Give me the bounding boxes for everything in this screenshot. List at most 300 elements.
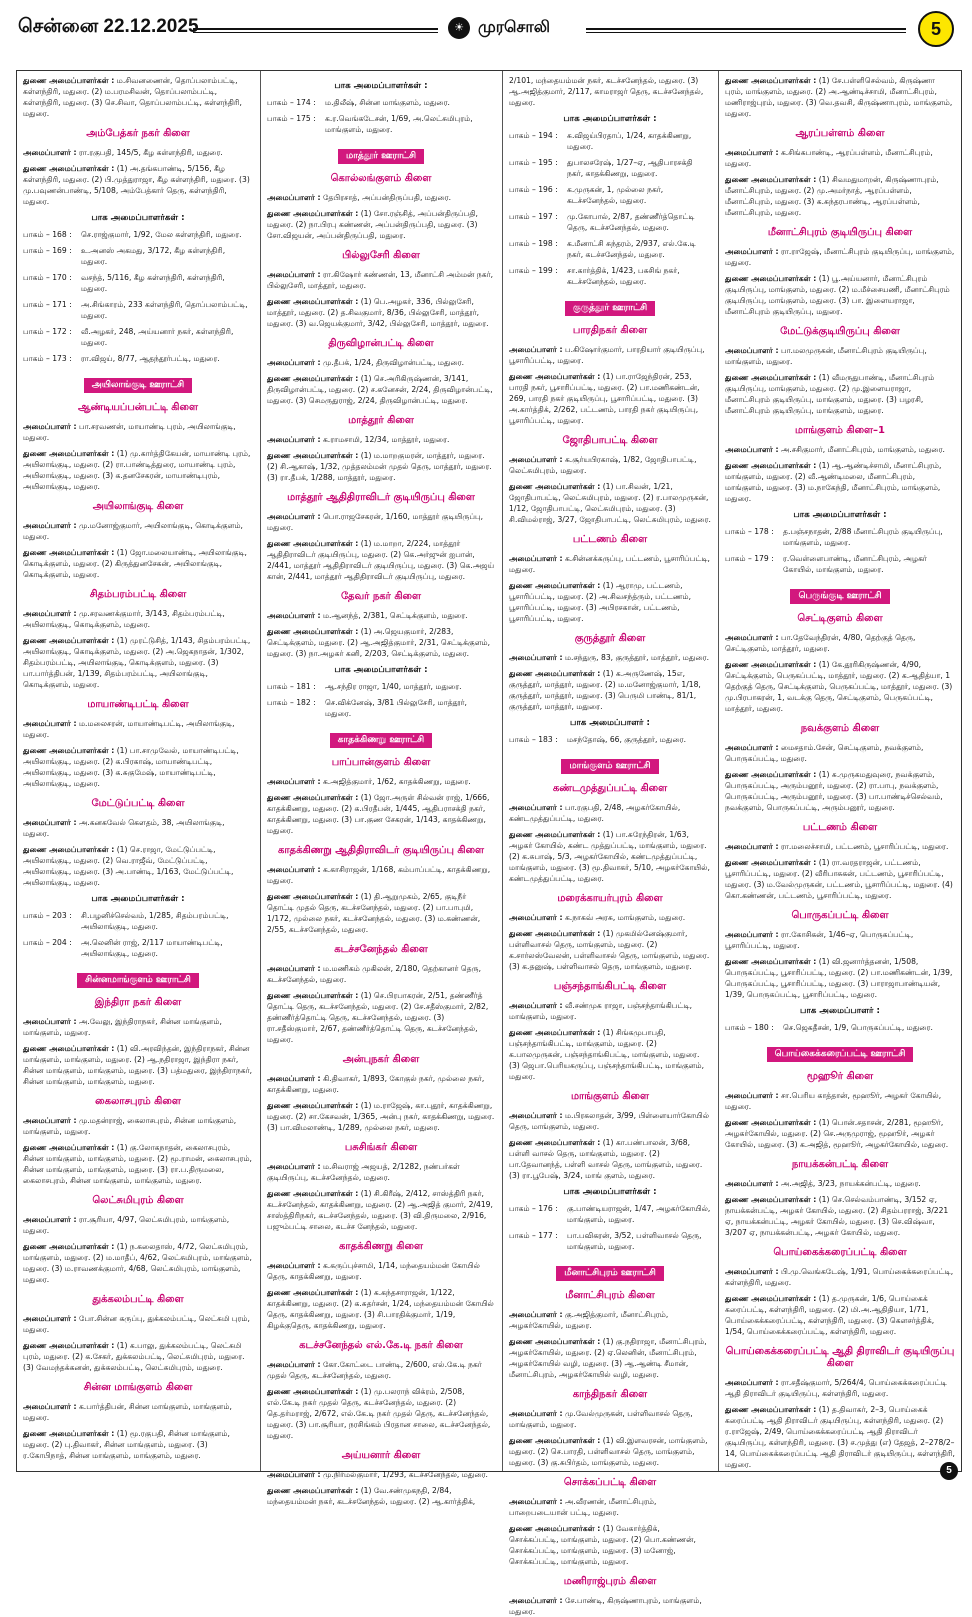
- branch-heading: செட்டிகுளம் கிளை: [797, 613, 883, 624]
- appointment-entry: [509, 1595, 711, 1617]
- role-label: அமைப்பாளர் :: [23, 521, 77, 530]
- appointment-entry: [509, 652, 711, 663]
- panchayat-label: மாங்குளம் ஊராட்சி: [561, 759, 658, 774]
- appointment-entry: [267, 1359, 495, 1381]
- appointee-details: 2/101, மந்தையம்மன் நகர், கடச்சனேந்தல், மதுரை. (3) ஆ.அஜித்குமார், 2/117, காமராஜர் தெரு, கடச்சனேந்தல், மதுரை.: [509, 76, 704, 107]
- role-label: அமைப்பாளர் :: [23, 609, 77, 618]
- role-label: அமைப்பாளர் :: [509, 455, 563, 464]
- appointee-details: (1) ஆ.ஆண்டிச்சாமி, மீனாட்சிபுரம், மாங்குளம், மதுரை. (2) வீ.ஆண்டிமலை, மீனாட்சிபுரம், மாங்குளம், மதுரை. (3) ம.நாகேந்தி, மீனாட்சிபுரம், மாங்குளம், மதுரை.: [725, 461, 942, 503]
- appointee-details: (1) செ.செல்வம்பாண்டி, 3/152 ஏ, நாயக்கன்பட்டி, அழகர் கோயில், மதுரை. (2) சிதம்பரராஜ், 3/221 ஏ, நாயக்கன்பட்டி, அழகர் கோயில், மதுரை. (3) செ.விஷ்வா, 3/207 ஏ, நாயக்கன்பட்டி, அழகர் கோயில், மதுரை.: [725, 1195, 949, 1237]
- appointee-details: (1) பெ.அழகர், 336, பில்லுசேரி, மாத்தூர், மதுரை. (2) த.சிவகுமார், 8/36, பில்லுசேரி, மாத்தூர், மதுரை. (3) வ.ஜெயக்குமார், 3/42, பில்லுசேரி, மாத்தூர், மதுரை.: [267, 297, 489, 328]
- booth-number: பாகம் – 194 :: [509, 131, 558, 140]
- appointment-entry: [267, 450, 495, 483]
- role-label: அமைப்பாளர் :: [267, 1360, 321, 1369]
- sub-heading: பாக அமைப்பாளர் :: [800, 1006, 880, 1016]
- appointee-details: (1) பொன்.சதாசன், 2/281, மூஹூர், அழகர்கோயில், மதுரை. (2) செ.அருமுராஜ், மூஹூர், அழகர் கோயில், மதுரை. (3) க.அஜித், மூஹூர், அழகர்கோயில், மதுரை.: [725, 1118, 949, 1149]
- appointment-entry: [23, 421, 253, 443]
- appointment-entry: [725, 345, 955, 367]
- appointee-details: ம.மலைசரன், மாயாண்டிபட்டி, அயிலாங்குடி, மதுரை.: [23, 719, 235, 739]
- booth-person: ஆ.சந்திர ராஜா, 1/40, மாத்தூர், மதுரை.: [325, 682, 462, 691]
- branch-heading: காதக்கிணறு ஆதிதிராவிடர் குடியிருப்பு கிளை: [277, 845, 485, 856]
- role-label: அமைப்பாளர் :: [23, 1314, 77, 1323]
- branch-heading: பட்டணம் கிளை: [572, 534, 648, 545]
- appointment-entry: [509, 75, 711, 108]
- role-label: அமைப்பாளர் :: [509, 653, 563, 662]
- appointee-details: க.கருப்புச்சாமி, 1/14, மந்தையம்மன் கோயில் தெரு, காதக்கிணறு, மதுரை.: [267, 1261, 480, 1281]
- appointment-entry: [23, 448, 253, 492]
- role-label: துணை அமைப்பாளர்கள் :: [23, 1143, 115, 1152]
- role-label: அமைப்பாளர் :: [267, 865, 321, 874]
- branch-heading: கடச்சனேந்தல் எல்.கே.டி நகர் கிளை: [299, 1340, 463, 1351]
- appointment-entry: [267, 626, 495, 659]
- appointee-details: ப.கிஷோர்குமார், பாரதியார் குடியிருப்பு, பூசாரிப்பட்டி, மதுரை.: [509, 345, 705, 365]
- appointment-entry: [267, 373, 495, 406]
- sub-heading: பாக அமைப்பாளர் :: [570, 718, 650, 728]
- booth-number: பாகம் – 173 :: [23, 354, 72, 363]
- appointee-details: கு.அஜித்குமார், மீனாட்சிபுரம், அழகர்கோயில், மதுரை.: [509, 1310, 669, 1330]
- appointment-entry: [23, 608, 253, 630]
- booth-person: சு.விஜய்பிரதாப், 1/24, காதக்கிணறு, மதுரை.: [567, 131, 692, 151]
- booth-row: [23, 353, 253, 364]
- appointment-entry: [267, 1161, 495, 1183]
- appointee-details: க.காசிராஜன், 1/168, கம்பாப்பட்டி, காதக்கிணறு, மதுரை.: [267, 865, 491, 885]
- appointment-entry: [267, 610, 495, 621]
- branch-heading: பாரதிநகர் கிளை: [572, 325, 648, 336]
- role-label: துணை அமைப்பாளர்கள் :: [509, 1138, 601, 1147]
- appointment-entry: [23, 1313, 253, 1335]
- appointee-details: மைசதாம்.சேன், செட்டிகுளம், நவக்குளம், பொருகப்பட்டி, மதுரை.: [725, 743, 924, 763]
- appointee-details: அ.வேலு, இந்திராநகர், சின்ன மாங்குளம், மாங்குளம், மதுரை.: [23, 1017, 222, 1037]
- appointee-details: ரா.ராஜேஷ், மீனாட்சிபுரம் குடியிருப்பு, மாங்குளம், மதுரை.: [725, 247, 955, 267]
- appointee-details: ரா.ரகுபதி, 145/5, கீழ கள்ளந்திரி, மதுரை.: [78, 148, 223, 157]
- booth-number: பாகம் – 169 :: [23, 246, 72, 255]
- branch-heading: காந்திநகர் கிளை: [572, 1389, 648, 1400]
- appointment-entry: [267, 208, 495, 241]
- appointee-details: (1) அ.ஜெயகுமார், 2/283, செட்டிக்குளம், மதுரை. (2) ஆ.அஜித்குமார், 2/31, செட்டிக்குளம், மதுரை. (3) நா.அழகர் கனி, 2/203, செட்டிக்குளம், மதுரை.: [267, 627, 491, 658]
- appointment-entry: [725, 1266, 955, 1288]
- appointment-entry: [23, 817, 253, 839]
- booth-number: பாகம் – 168 :: [23, 230, 72, 239]
- appointment-entry: [23, 718, 253, 740]
- booth-number: பாகம் – 179 :: [725, 554, 774, 563]
- appointment-entry: [509, 928, 711, 972]
- appointment-entry: [267, 1287, 495, 1331]
- column-2: [261, 75, 501, 1506]
- role-label: துணை அமைப்பாளர்கள் :: [725, 175, 817, 184]
- appointment-entry: [725, 1377, 955, 1399]
- appointment-entry: [267, 269, 495, 291]
- appointee-details: ம.சிவராஜ் அஜயத், 2/1282, நண்பர்கள் குடியிருப்பு, கடச்சனேந்தல், மதுரை.: [267, 1162, 460, 1182]
- role-label: அமைப்பாளர் :: [725, 1267, 779, 1276]
- appointment-entry: [267, 357, 495, 368]
- appointee-details: க.அஜித்குமார், 1/62, காதக்கிணறு, மதுரை.: [322, 777, 471, 786]
- appointee-details: (1) வே.சண்முகநதி, 2/84, மந்தையம்மன் நகர், கடச்சனேந்தல், மதுரை. (2) ஆ.கார்த்திக்,: [267, 1486, 476, 1506]
- appointment-entry: [267, 511, 495, 533]
- role-label: துணை அமைப்பாளர்கள் :: [725, 1294, 817, 1303]
- appointee-details: (1) கே.தூரிகிருஷ்ணன், 4/90, செட்டிக்குளம், பெருகப்பட்டி, மாத்தூர், மதுரை. (2) க.ஆதித்யா, 1 தெற்குத் தெரு, செட்டிக்குளம், பெருகப்பட்டி, மாத்தூர், மதுரை. (3) மு.பிரபாகரன், 1, வடக்கு தெரு, செட்டிகுளம், பெருகப்பட்டி, மாத்தூர், மதுரை.: [725, 660, 953, 713]
- role-label: துணை அமைப்பாளர்கள் :: [725, 660, 817, 669]
- branch-heading: கைலாசபுரம் கிளை: [95, 1096, 181, 1107]
- booth-number: பாகம் – 175 :: [267, 114, 316, 123]
- appointment-entry: [725, 372, 955, 416]
- appointment-entry: [725, 742, 955, 764]
- branch-heading: மணிராஜ்புரம் கிளை: [563, 1576, 657, 1587]
- appointee-details: ரா.மலைச்சாமி, பட்டணம், பூசாரிப்பட்டி, மதுரை.: [780, 842, 949, 851]
- booth-person: செ.விக்னேஷ், 3/81 பில்லுசேரி, மாத்தூர், மதுரை.: [325, 698, 467, 718]
- role-label: துணை அமைப்பாளர்கள் :: [267, 991, 359, 1000]
- booth-row: [23, 245, 253, 267]
- appointee-details: (1) வி.ஜனார்த்தனன், 1/508, பொருகப்பட்டி, பூசாரிப்பட்டி, மதுரை. (2) பா.மணிகண்டன், 1/39, பொருகப்பட்டி, பூசாரிப்பட்டி, மதுரை. (3) பாராஜாபாண்டியன், 1/39, பொருகப்பட்டி, பூசாரிப்பட்டி, மதுரை.: [725, 957, 953, 999]
- booth-person: உ.அனஸ் அகமது, 3/172, கீழ கள்ளந்திரி, மதுரை.: [81, 246, 226, 266]
- role-label: அமைப்பாளர் :: [23, 1402, 77, 1411]
- role-label: துணை அமைப்பாளர்கள் :: [509, 669, 601, 678]
- appointee-details: (1) ம.மாறா, 2/224, மாத்தூர் ஆதிதிராவிடர் குடியிருப்பு, மதுரை. (2) கெ.அர்ஜுன் ஐபான், 2/441, மாத்தூர் ஆதிதிராவிடர் குடியிருப்பு, மதுரை. (3) கெ.அஜய் கான், 2/441, மாத்தூர் ஆதிதிராவிடர் குடியிருப்பு, மதுரை.: [267, 539, 495, 581]
- appointment-entry: [509, 912, 711, 923]
- branch-heading: ஜோதிபாபட்டி கிளை: [562, 435, 658, 446]
- appointee-details: (1) பா.சுரேந்திரன், 1/63, அழகர் கோயில், கண்ட முத்துப்பட்டி, மாங்குளம், மதுரை. (2) க.சுபாஷ், 5/3, அழகர்கோயில், கண்டமுத்துப்பட்டி, மாங்குளம், மதுரை. (3) மூ.திவாகர், 5/10, அழகர்கோயில், கண்டமுத்துப்பட்டி, மதுரை.: [509, 830, 710, 883]
- role-label: அமைப்பாளர் :: [267, 777, 321, 786]
- appointee-details: ம.ஆனந்த், 2/381, செட்டிக்குளம், மதுரை.: [322, 611, 468, 620]
- booth-number: பாகம் – 174 :: [267, 98, 316, 107]
- role-label: துணை அமைப்பாளர்கள் :: [267, 1288, 359, 1297]
- appointment-entry: [23, 1115, 253, 1137]
- appointee-details: (1) சிவமதுமாறன், கிருஷ்ணாபுரம், மீனாட்சிபுரம், மதுரை. (2) மு.அமர்நாத், ஆரப்பள்ளம், மீனாட்சிபுரம், மதுரை. (3) க.சுந்தரபாண்டி, ஆரப்பள்ளம், மீனாட்சிபுரம், மதுரை.: [725, 175, 939, 217]
- role-label: அமைப்பாளர் :: [267, 193, 321, 202]
- branch-heading: அம்பேத்கர் நகர் கிளை: [86, 128, 190, 139]
- role-label: துணை அமைப்பாளர்கள் :: [725, 373, 817, 382]
- appointee-details: பா.சரவணன், மாயாண்டி புரம், அயிலாங்குடி, மதுரை.: [23, 422, 236, 442]
- role-label: துணை அமைப்பாளர்கள் :: [23, 164, 115, 173]
- appointment-entry: [725, 75, 955, 119]
- panchayat-header: [725, 1041, 955, 1062]
- appointee-details: (1) முரட்டுசித், 1/143, சிதம்பரம்பட்டி, அயிலாங்குடி, கொடிக்குளம், மதுரை. (2) அ.ஜெகநாதன், 1/302, சிதம்பரம்பட்டி, அயிலாங்குடி, கொடிக்குளம், மதுரை. (3) பா.பார்த்திபன், 1/139, சிதம்பரம்பட்டி, அயிலாங்குடி, கொடிக்குளம், மதுரை.: [23, 636, 251, 689]
- appointee-details: (1) க.கந்தசாராஜன், 1/122, காதக்கிணறு, மதுரை. (2) க.சுதர்சன், 1/24, மந்தையம்மன் கோயில் தெரு, காதக்கிணறு, மதுரை. (3) சி.பாரதிக்குமார், 1/19, கிழக்குதெரு, காதக்கிணறு, மதுரை.: [267, 1288, 494, 1330]
- appointment-entry: [509, 1000, 711, 1022]
- appointment-entry: [725, 769, 955, 813]
- role-label: அமைப்பாளர் :: [509, 1001, 563, 1010]
- booth-person: சி.பழனிச்செல்வம், 1/285, சிதம்பரம்பட்டி, அயிலாங்குடி, மதுரை.: [81, 911, 229, 931]
- booth-person: செ.ஜெகதீசன், 1/9, பொருகப்பட்டி, மதுரை.: [783, 1023, 933, 1032]
- branch-heading: மாங்குளம் கிளை–1: [794, 425, 886, 436]
- role-label: அமைப்பாளர் :: [725, 1179, 779, 1188]
- appointment-entry: [725, 956, 955, 1000]
- sub-heading: பாக அமைப்பாளர்கள் :: [563, 1187, 657, 1197]
- booth-person: கு.பாண்டியராஜன், 1/47, அழகர்கோயில், மாங்குளம், மதுரை.: [567, 1204, 711, 1224]
- appointee-details: பா.ரகுபதி, 2/48, அழகர்கோயில், கண்டமுத்துப்பட்டி, மதுரை.: [509, 803, 681, 823]
- appointment-entry: [267, 891, 495, 935]
- role-label: அமைப்பாளர் :: [23, 818, 77, 827]
- panchayat-header: [23, 372, 253, 393]
- appointment-entry: [509, 802, 711, 824]
- booth-number: பாகம் – 172 :: [23, 327, 72, 336]
- appointee-details: கோ.கோட்டை பாண்டி, 2/600, எல்.கே.டி நகர் முதல் தெரு, கடச்சனேந்தல், மதுரை.: [267, 1360, 482, 1380]
- edition-date: சென்னை 22.12.2025: [18, 16, 199, 37]
- appointment-entry: [725, 659, 955, 714]
- appointee-details: (1) தி.ஆறுமுகம், 2/65, குடிநீர் தொட்டி முதல் தெரு, கடச்சனேந்தல், மதுரை. (2) பா.பாபுமி, 1/172, முல்லை நகர், கடச்சனேந்தல், மதுரை. (3) ம.கண்ணன், 2/55, கடச்சனேந்தல், மதுரை.: [267, 892, 481, 934]
- appointment-entry: [725, 273, 955, 317]
- appointee-details: பா.தேவேந்திரன், 4/80, தெற்குத் தெரு, செட்டிகுளம், மாத்தூர், மதுரை.: [725, 633, 916, 653]
- appointment-entry: [23, 163, 253, 207]
- booth-number: பாகம் – 182 :: [267, 698, 316, 707]
- appointment-entry: [267, 1100, 495, 1133]
- appointment-entry: [509, 1137, 711, 1181]
- appointee-details: (1) ஆராமு, பட்டணம், பூசாரிப்பட்டி, மதுரை. (2) அ.சிவசந்த்ரும், பட்டணம், பூசாரிப்பட்டி, மதுரை. (3) அபிரசகான், பட்டணம், பூசாரிப்பட்டி, மதுரை.: [509, 581, 692, 623]
- appointee-details: (1) வி.அரவிந்தன், இந்திராநகர், சின்ன மாங்குளம், மாங்குளம், மதுரை. (2) ஆ.நதிராஜா, இந்திரா நகர், சின்ன மாங்குளம், மாங்குளம், மதுரை. (3) பத்மதுரை, இந்திராநகர், சின்ன மாங்குளம், மாங்குளம், மதுரை.: [23, 1044, 253, 1086]
- panchayat-header: [23, 967, 253, 988]
- booth-number: பாகம் – 203 :: [23, 911, 72, 920]
- appointment-entry: [509, 1496, 711, 1518]
- role-label: அமைப்பாளர் :: [725, 247, 779, 256]
- appointee-details: (1) சிங்கமுபாபதி, பஞ்சந்தாங்கிபட்டி, மாங்குளம், மதுரை. (2) க.பாலமுருகன், பஞ்சந்தாங்கிபட்டி, மாங்குளம், மதுரை. (3) ஜெபா.பெரியகருப்பு, பஞ்சந்தாங்கிபட்டி, மாங்குளம், மதுரை.: [509, 1028, 705, 1081]
- branch-heading: பசுசிங்கர் கிளை: [344, 1142, 418, 1153]
- panchayat-header: [725, 583, 955, 604]
- masthead-rule-left: [193, 28, 438, 33]
- appointee-details: (1) ம.மாறகுமரன், மாத்தூர், மதுரை. (2) சி.ஆகாஷ், 1/32, முத்தலம்மன் முதல் தெரு, மாத்தூர், மதுரை. (3) ரா.தீபக், 1/288, மாத்தூர், மதுரை.: [267, 451, 492, 482]
- appointment-entry: [23, 745, 253, 789]
- booth-person: சா.கார்த்திக், 1/423, பசுசிங் நகர், கடச்சனேந்தல், மதுரை.: [567, 266, 680, 286]
- role-label: அமைப்பாளர் :: [267, 270, 321, 279]
- appointment-entry: [725, 460, 955, 504]
- branch-heading: பொய்கைக்கரைப்பட்டி ஆதி திராவிடர் குடியிருப்பு கிளை: [725, 1346, 955, 1369]
- branch-heading: பொய்கைக்கரைப்பட்டி கிளை: [773, 1247, 907, 1258]
- panchayat-label: மீனாட்சிபுரம் ஊராட்சி: [556, 1266, 664, 1281]
- masthead-rule-right: [586, 28, 906, 33]
- branch-heading: மாத்தூர் ஆதிதிராவிடர் குடியிருப்பு கிளை: [287, 492, 475, 503]
- panchayat-header: [267, 143, 495, 164]
- appointee-details: மு.மதன்ராஜ், கைலாசபுரம், சின்ன மாங்குளம், மாங்குளம், மதுரை.: [23, 1116, 237, 1136]
- role-label: துணை அமைப்பாளர்கள் :: [267, 1101, 359, 1110]
- appointee-details: (1) அ.தங்கபாண்டி, 5/156, கீழ கள்ளந்திரி, மதுரை. (2) பி.முத்துராஜா, கீழ கள்ளந்திரி, மதுரை. (3) மு.பவுணன்பாண்டி, 5/108, அம்பேத்கார் தெரு, கள்ளந்திரி, மதுரை.: [23, 164, 250, 206]
- sub-heading: பாக அமைப்பாளர்கள் :: [563, 114, 657, 124]
- appointment-entry: [23, 635, 253, 690]
- appointment-entry: [267, 434, 495, 445]
- footer-page-number: 5: [940, 1462, 958, 1480]
- role-label: அமைப்பாளர் :: [23, 1215, 77, 1224]
- role-label: அமைப்பாளர் :: [509, 554, 563, 563]
- booth-number: பாகம் – 181 :: [267, 682, 316, 691]
- appointee-details: (1) வி.இளவரசன், மாங்குளம், மதுரை. (2) செ.பாரதி, பள்ளிவாசல் தெரு, மாங்குளம், மதுரை. (3) கு.சுபிர்தம், மாங்குளம், மதுரை.: [509, 1436, 708, 1467]
- role-label: துணை அமைப்பாளர்கள் :: [509, 372, 601, 381]
- appointment-entry: [23, 1142, 253, 1186]
- role-label: துணை அமைப்பாளர்கள் :: [509, 929, 601, 938]
- booth-row: [509, 1203, 711, 1225]
- role-label: துணை அமைப்பாளர்கள் :: [267, 1387, 359, 1396]
- sub-heading: பாக அமைப்பாளர்கள் :: [91, 894, 185, 904]
- appointee-details: (1) ம.ராஜேஷ், கா.புதூர், காதக்கிணறு, மதுரை. (2) சா.கேசவன், 1/365, அன்பு நகர், காதக்கிணறு, மதுரை. (3) பா.விமலாண்டி, 1/289, முல்லை நகர், மதுரை.: [267, 1101, 495, 1132]
- appointee-details: (1) ஜோ.அருள் சில்வன் ராஜ், 1/666, காதக்கிணறு, மதுரை. (2) க.பிரதீபன், 1/445, ஆதிபராசக்தி நகர், காதக்கிணறு, மதுரை. (3) பா.குண சேகரன், 1/143, காதக்கிணறு, மதுரை.: [267, 793, 490, 835]
- appointee-details: அ.அஜித், 3/23, நாயக்கன்பட்டி, மதுரை.: [780, 1179, 921, 1188]
- appointment-entry: [509, 1523, 711, 1567]
- booth-row: [267, 113, 495, 135]
- branch-heading: மேட்டுக்குடியிருப்பு கிளை: [780, 326, 900, 337]
- role-label: துணை அமைப்பாளர்கள் :: [725, 461, 817, 470]
- role-label: துணை அமைப்பாளர்கள் :: [267, 451, 359, 460]
- role-label: அமைப்பாளர் :: [509, 1497, 563, 1506]
- booth-person: அ.சிங்காரம், 233 கள்ளந்திரி, தொப்பலாம்பட்டி, மதுரை.: [81, 300, 248, 320]
- appointee-details: சா.பெரிய காத்தான், மூஹூர், அழகர் கோயில், மதுரை.: [725, 1091, 942, 1111]
- role-label: துணை அமைப்பாளர்கள் :: [23, 1341, 115, 1350]
- booth-row: [725, 1022, 955, 1033]
- booth-number: பாகம் – 198 :: [509, 239, 558, 248]
- column-3: [503, 75, 717, 1616]
- role-label: அமைப்பாளர் :: [267, 1470, 321, 1479]
- appointment-entry: [23, 1340, 253, 1373]
- role-label: அமைப்பாளர் :: [23, 1116, 77, 1125]
- role-label: அமைப்பாளர் :: [725, 346, 779, 355]
- appointment-entry: [509, 553, 711, 575]
- branch-heading: பட்டணம் கிளை: [802, 822, 878, 833]
- masthead: [18, 8, 958, 48]
- appointee-details: (1) சே.பள்ளிசெல்வம், கிருஷ்ணா புரம், மாங்குளம், மதுரை. (2) அ.ஆண்டிச்சாமி, மீனாட்சிபுரம், மணிராஜ்புரம், மதுரை. (3) வெ.தவசி, கிருஷ்ணாபுரம், மாங்குளம், மதுரை.: [725, 76, 953, 118]
- role-label: அமைப்பாளர் :: [23, 422, 77, 431]
- appointment-entry: [267, 296, 495, 329]
- appointee-details: (1) மு.கார்த்திகேயன், மாயாண்டி புரம், அயிலாங்குடி, மதுரை. (2) ரா.பாண்டித்துரை, மாயாண்டி புரம், அயிலாங்குடி, மதுரை. (3) க.தனசேகரன், மாயாண்டிபுரம், அயிலாங்குடி, மதுரை.: [23, 449, 251, 491]
- branch-heading: அய்யனார் கிளை: [341, 1450, 421, 1461]
- role-label: அமைப்பாளர் :: [509, 803, 563, 812]
- appointment-entry: [725, 1117, 955, 1150]
- appointment-entry: [23, 147, 253, 158]
- appointment-entry: [23, 520, 253, 542]
- appointment-entry: [267, 963, 495, 985]
- booth-row: [267, 681, 495, 692]
- role-label: அமைப்பாளர் :: [725, 148, 779, 157]
- panchayat-header: [509, 753, 711, 774]
- panchayat-label: குருத்தூர் ஊராட்சி: [565, 301, 655, 316]
- appointment-entry: [725, 1090, 955, 1112]
- appointee-details: ரா.சதீஷ்குமார், 5/264/4, பொய்கைக்கரைப்பட்டி ஆதி திராவிடர் குடியிருப்பு, கள்ளந்திரி, மதுரை.: [725, 1378, 947, 1398]
- booth-row: [509, 130, 711, 152]
- appointment-entry: [23, 1016, 253, 1038]
- appointee-details: (1) சு.முருகமதுவுரை, நவக்குளம், பொருகப்பட்டி, அரும்பனூர், மதுரை. (2) ரா.பாபு, நவக்குளம், பொருகப்பட்டி, அரும்பனூர், மதுரை. (3) பா.பாண்டிச்செல்வம், நவக்குளம், பொருகப்பட்டி, அரும்பனூர், மதுரை.: [725, 770, 943, 812]
- appointment-entry: [267, 990, 495, 1045]
- appointment-entry: [509, 1309, 711, 1331]
- booth-row: [509, 734, 711, 745]
- booth-person: அ.லெனின் ராஜ், 2/117 மாயாண்டிபட்டி, அயிலாங்குடி, மதுரை.: [81, 938, 223, 958]
- booth-row: [23, 910, 253, 932]
- booth-person: வீ.அழகர், 248, அய்யனார் நகர், கள்ளந்திரி, மதுரை.: [81, 327, 234, 347]
- role-label: அமைப்பாளர் :: [509, 913, 563, 922]
- appointee-details: (1) கு.லோகநாதன், கைலாசபுரம், சின்ன மாங்குளம், மாங்குளம், மதுரை. (2) மூ.ராமன், கைலாசபுரம், சின்ன மாங்குளம், மாங்குளம், மதுரை. (3) ரா.ப.திருமலை, கைலாசபுரம், சின்ன மாங்குளம், மாங்குளம், மதுரை.: [23, 1143, 252, 1185]
- branch-heading: அயிலாங்குடி கிளை: [92, 501, 184, 512]
- booth-number: பாகம் – 170 :: [23, 273, 72, 282]
- appointee-details: க.ராமசாமி, 12/34, மாத்தூர், மதுரை.: [322, 435, 450, 444]
- sub-heading: பாக அமைப்பாளர்கள் :: [793, 510, 887, 520]
- role-label: துணை அமைப்பாளர்கள் :: [267, 627, 359, 636]
- appointment-entry: [267, 1260, 495, 1282]
- appointee-details: (1) மூ.ரகுபதி, சின்ன மாங்குளம், மதுரை. (2) பு.திவாகர், சின்ன மாங்குளம், மதுரை. (3) ர.கோபிநாத், சின்ன மாங்குளம், மாங்குளம், மதுரை.: [23, 1429, 230, 1460]
- appointee-details: ம.மணிகம் முகிலன், 2/180, தெற்கானர் தெரு, கடச்சனேந்தல், மதுரை.: [267, 964, 482, 984]
- appointee-details: (1) வீமருதுபாண்டி, மீனாட்சிபுரம் குடியிருப்பு, மாங்குளம், மதுரை. (2) மு.இளையராஜா, மீனாட்சிபுரம் குடியிருப்பு, மாங்குளம், மதுரை. (3) பழரசி, மீனாட்சிபுரம் குடியிருப்பு, மாங்குளம், மதுரை.: [725, 373, 935, 415]
- appointee-details: (1) க.அருணேஷ், 15எ, குருத்தூர், மாத்தூர், மதுரை. (2) ம.மனோஜ்குமார், 1/18, குருத்தூர், மாத்தூர், மதுரை. (3) பெருமி பாண்டி, 81/1, குருத்தூர், மாத்தூர், மதுரை.: [509, 669, 701, 711]
- appointee-details: பா.மலமுருகன், மீனாட்சிபுரம் குடியிருப்பு, மாங்குளம், மதுரை.: [725, 346, 927, 366]
- appointment-entry: [509, 454, 711, 476]
- role-label: அமைப்பாளர் :: [509, 1111, 563, 1120]
- appointment-entry: [267, 792, 495, 836]
- branch-heading: மீனாட்சிபுரம் குடியிருப்பு கிளை: [767, 227, 913, 238]
- booth-row: [267, 97, 495, 108]
- appointment-entry: [267, 776, 495, 787]
- role-label: அமைப்பாளர் :: [509, 1596, 563, 1605]
- role-label: அமைப்பாளர் :: [725, 930, 779, 939]
- appointee-details: (1) முகமில்னேஷ்குமார், பள்ளிவாசல் தெரு, மாங்குளம், மதுரை. (2) க.சார்லஸ்வேலன், பள்ளிவாசல் தெரு, மாங்குளம், மதுரை. (3) க.தனுஷ், பள்ளிவாசல் தெரு, மாங்குளம், மதுரை.: [509, 929, 710, 971]
- appointment-entry: [509, 1435, 711, 1468]
- panchayat-label: சின்னமாங்குளம் ஊராட்சி: [77, 973, 199, 988]
- appointment-entry: [267, 1485, 495, 1507]
- role-label: துணை அமைப்பாளர்கள் :: [267, 892, 359, 901]
- sub-heading: பாக அமைப்பாளர்கள் :: [334, 81, 428, 91]
- appointee-details: போ.சின்ன கருப்பு, துக்கலம்பட்டி, லெட்சுமி புரம், மதுரை.: [23, 1314, 250, 1334]
- role-label: அமைப்பாளர் :: [267, 964, 321, 973]
- appointment-entry: [23, 1401, 253, 1423]
- booth-number: பாகம் – 178 :: [725, 527, 774, 536]
- branch-heading: மாத்தூர் கிளை: [348, 415, 414, 426]
- appointee-details: (1) கு.நதிராஜா, மீனாட்சிபுரம், அழகர்கோயில், மதுரை. (2) ஏ.லெனின், மீனாட்சிபுரம், அழகர்கோயில் வழி, மதுரை. (3) ஆ.ஆண்டி சீமான், மீனாட்சிபுரம், அழகர்கோயில் வழி, மதுரை.: [509, 1337, 707, 1379]
- appointment-entry: [23, 547, 253, 580]
- column-1: [17, 75, 259, 1465]
- role-label: துணை அமைப்பாளர்கள் :: [509, 1028, 601, 1037]
- booth-row: [267, 697, 495, 719]
- booth-person: க.ர.வெங்கடேசன், 1/69, அ.லெட்சுமிபுரம், மாங்குளம், மதுரை.: [325, 114, 473, 134]
- branch-heading: துக்கலம்பட்டி கிளை: [92, 1294, 184, 1305]
- appointee-details: (1) த.முருகன், 1/6, பொய்கைக் கரைப்பட்டி, கள்ளந்திரி, மதுரை. (2) மி.அ.ஆதிதியா, 1/71, பொய்கைக்கரைப்பட்டி, கள்ளந்திரி, மதுரை. (3) கௌசர்த்திக், 1/54, பொய்கைக்கரைப்பட்டி, கள்ளந்திரி, மதுரை.: [725, 1294, 935, 1336]
- role-label: துணை அமைப்பாளர்கள் :: [23, 548, 115, 557]
- appointee-details: (1) பா.சாமுவேல், மாயாண்டிபட்டி, அயிலாங்குடி, மதுரை. (2) க.பிரகாஷ், மாயாண்டிபட்டி, அயிலாங்குடி, மதுரை. (3) க.சுகுமேஷ், மாயாண்டிபட்டி, அயிலாங்குடி, மதுரை.: [23, 746, 239, 788]
- role-label: துணை அமைப்பாளர்கள் :: [509, 581, 601, 590]
- appointee-details: (1) கா.பண்பாலன், 3/68, பள்ளி வாசல் தெரு, மாங்குளம், மதுரை. (2) பா.தேவானந்த், பள்ளி வாசல் தெரு, மாங்குளம், மதுரை. (3) ரா.பூபேஷ், 3/24, மாங் குளம், மதுரை.: [509, 1138, 703, 1180]
- appointment-entry: [725, 1178, 955, 1189]
- branch-heading: கொல்லங்குளம் கிளை: [330, 173, 432, 184]
- branch-heading: சின்ன மாங்குளம் கிளை: [83, 1382, 193, 1393]
- role-label: துணை அமைப்பாளர்கள் :: [267, 539, 359, 548]
- appointee-details: பொ.ராஜசேகரன், 1/160, மாத்தூர் குடியிருப்பு, மதுரை.: [267, 512, 484, 532]
- booth-number: பாகம் – 171 :: [23, 300, 72, 309]
- appointment-entry: [267, 864, 495, 886]
- role-label: அமைப்பாளர் :: [725, 1091, 779, 1100]
- role-label: அமைப்பாளர் :: [267, 611, 321, 620]
- role-label: துணை அமைப்பாளர்கள் :: [725, 957, 817, 966]
- role-label: துணை அமைப்பாளர்கள் :: [725, 1195, 817, 1204]
- role-label: அமைப்பாளர் :: [267, 512, 321, 521]
- role-label: துணை அமைப்பாளர்கள் :: [725, 770, 817, 779]
- appointee-details: பி.மு.வெங்கடேஷ், 1/91, பொய்கைக்கரைப்பட்டி, கள்ளந்திரி, மதுரை.: [725, 1267, 954, 1287]
- appointment-entry: [509, 344, 711, 366]
- role-label: துணை அமைப்பாளர்கள் :: [509, 830, 601, 839]
- appointment-entry: [725, 1293, 955, 1337]
- appointee-details: (1) மு.பலராந் விக்ரம், 2/508, எல்.கே.டி நகர் முதல் தெரு, கடச்சனேந்தல், மதுரை. (2) தெ.தர்மராஜ், 2/672, எல்.கே.டி நகர் முதல் தெரு, கடச்சனேந்தல், மதுரை. (3) பா.சூரியா, நரசிங்கம் பிரதான சாலை, கடச்சனேந்தல், மதுரை.: [267, 1387, 491, 1440]
- branch-heading: காதக்கிணறு கிளை: [339, 1241, 423, 1252]
- role-label: துணை அமைப்பாளர்கள் :: [509, 482, 601, 491]
- appointment-entry: [725, 857, 955, 901]
- booth-row: [509, 157, 711, 179]
- booth-person: க.மீனாட்சி சுந்தரம், 2/937, எல்.கே.டி நகர், கடச்சனேந்தல், மதுரை.: [567, 239, 696, 259]
- appointment-entry: [725, 174, 955, 218]
- role-label: துணை அமைப்பாளர்கள் :: [23, 1429, 115, 1438]
- appointee-details: க.சிங்கபாண்டி, ஆரப்பள்ளம், மீனாட்சிபுரம், மதுரை.: [725, 148, 933, 168]
- role-label: அமைப்பாளர் :: [267, 435, 321, 444]
- appointee-details: ம.சிவனணைன், தொப்பலாம்பட்டி, கள்ளந்திரி, மதுரை. (2) ம.பரமசிவன், தொப்பலாம்பட்டி, கள்ளந்திரி, மதுரை. (3) செ.சிவா, தொப்பலாம்பட்டி, கள்ளந்திரி, மதுரை.: [23, 76, 242, 118]
- role-label: அமைப்பாளர் :: [725, 445, 779, 454]
- appointment-entry: [509, 580, 711, 624]
- branch-heading: திருவிழான்பட்டி கிளை: [328, 338, 434, 349]
- appointee-details: க.நாகவ் அரசு, மாங்குளம், மதுரை.: [564, 913, 686, 922]
- appointee-details: (1) பூ.அய்யனார், மீனாட்சிபுரம் குடியிருப்பு, மாங்குளம், மதுரை. (2) ம.மீச்சையணி, மீனாட்சிபுரம் குடியிருப்பு, மாங்குளம், மதுரை. (3) பா. இளையராஜா, மீனாட்சிபுரம் குடியிருப்பு, மதுரை.: [725, 274, 950, 316]
- booth-person: ர.வெள்ளைபாண்டி, மீனாட்சிபுரம், அழகர் கோயில், மாங்குளம், மதுரை.: [783, 554, 927, 574]
- appointment-entry: [509, 1110, 711, 1132]
- booth-row: [509, 184, 711, 206]
- branch-heading: பஞ்சந்தாங்கிபட்டி கிளை: [553, 981, 667, 992]
- booth-person: துபாலசரேஷ், 1/27–ஏ, ஆதிபாரசக்தி நகர், காதக்கிணறு, மதுரை.: [567, 158, 693, 178]
- panchayat-label: மாத்தூர் ஊராட்சி: [338, 149, 424, 164]
